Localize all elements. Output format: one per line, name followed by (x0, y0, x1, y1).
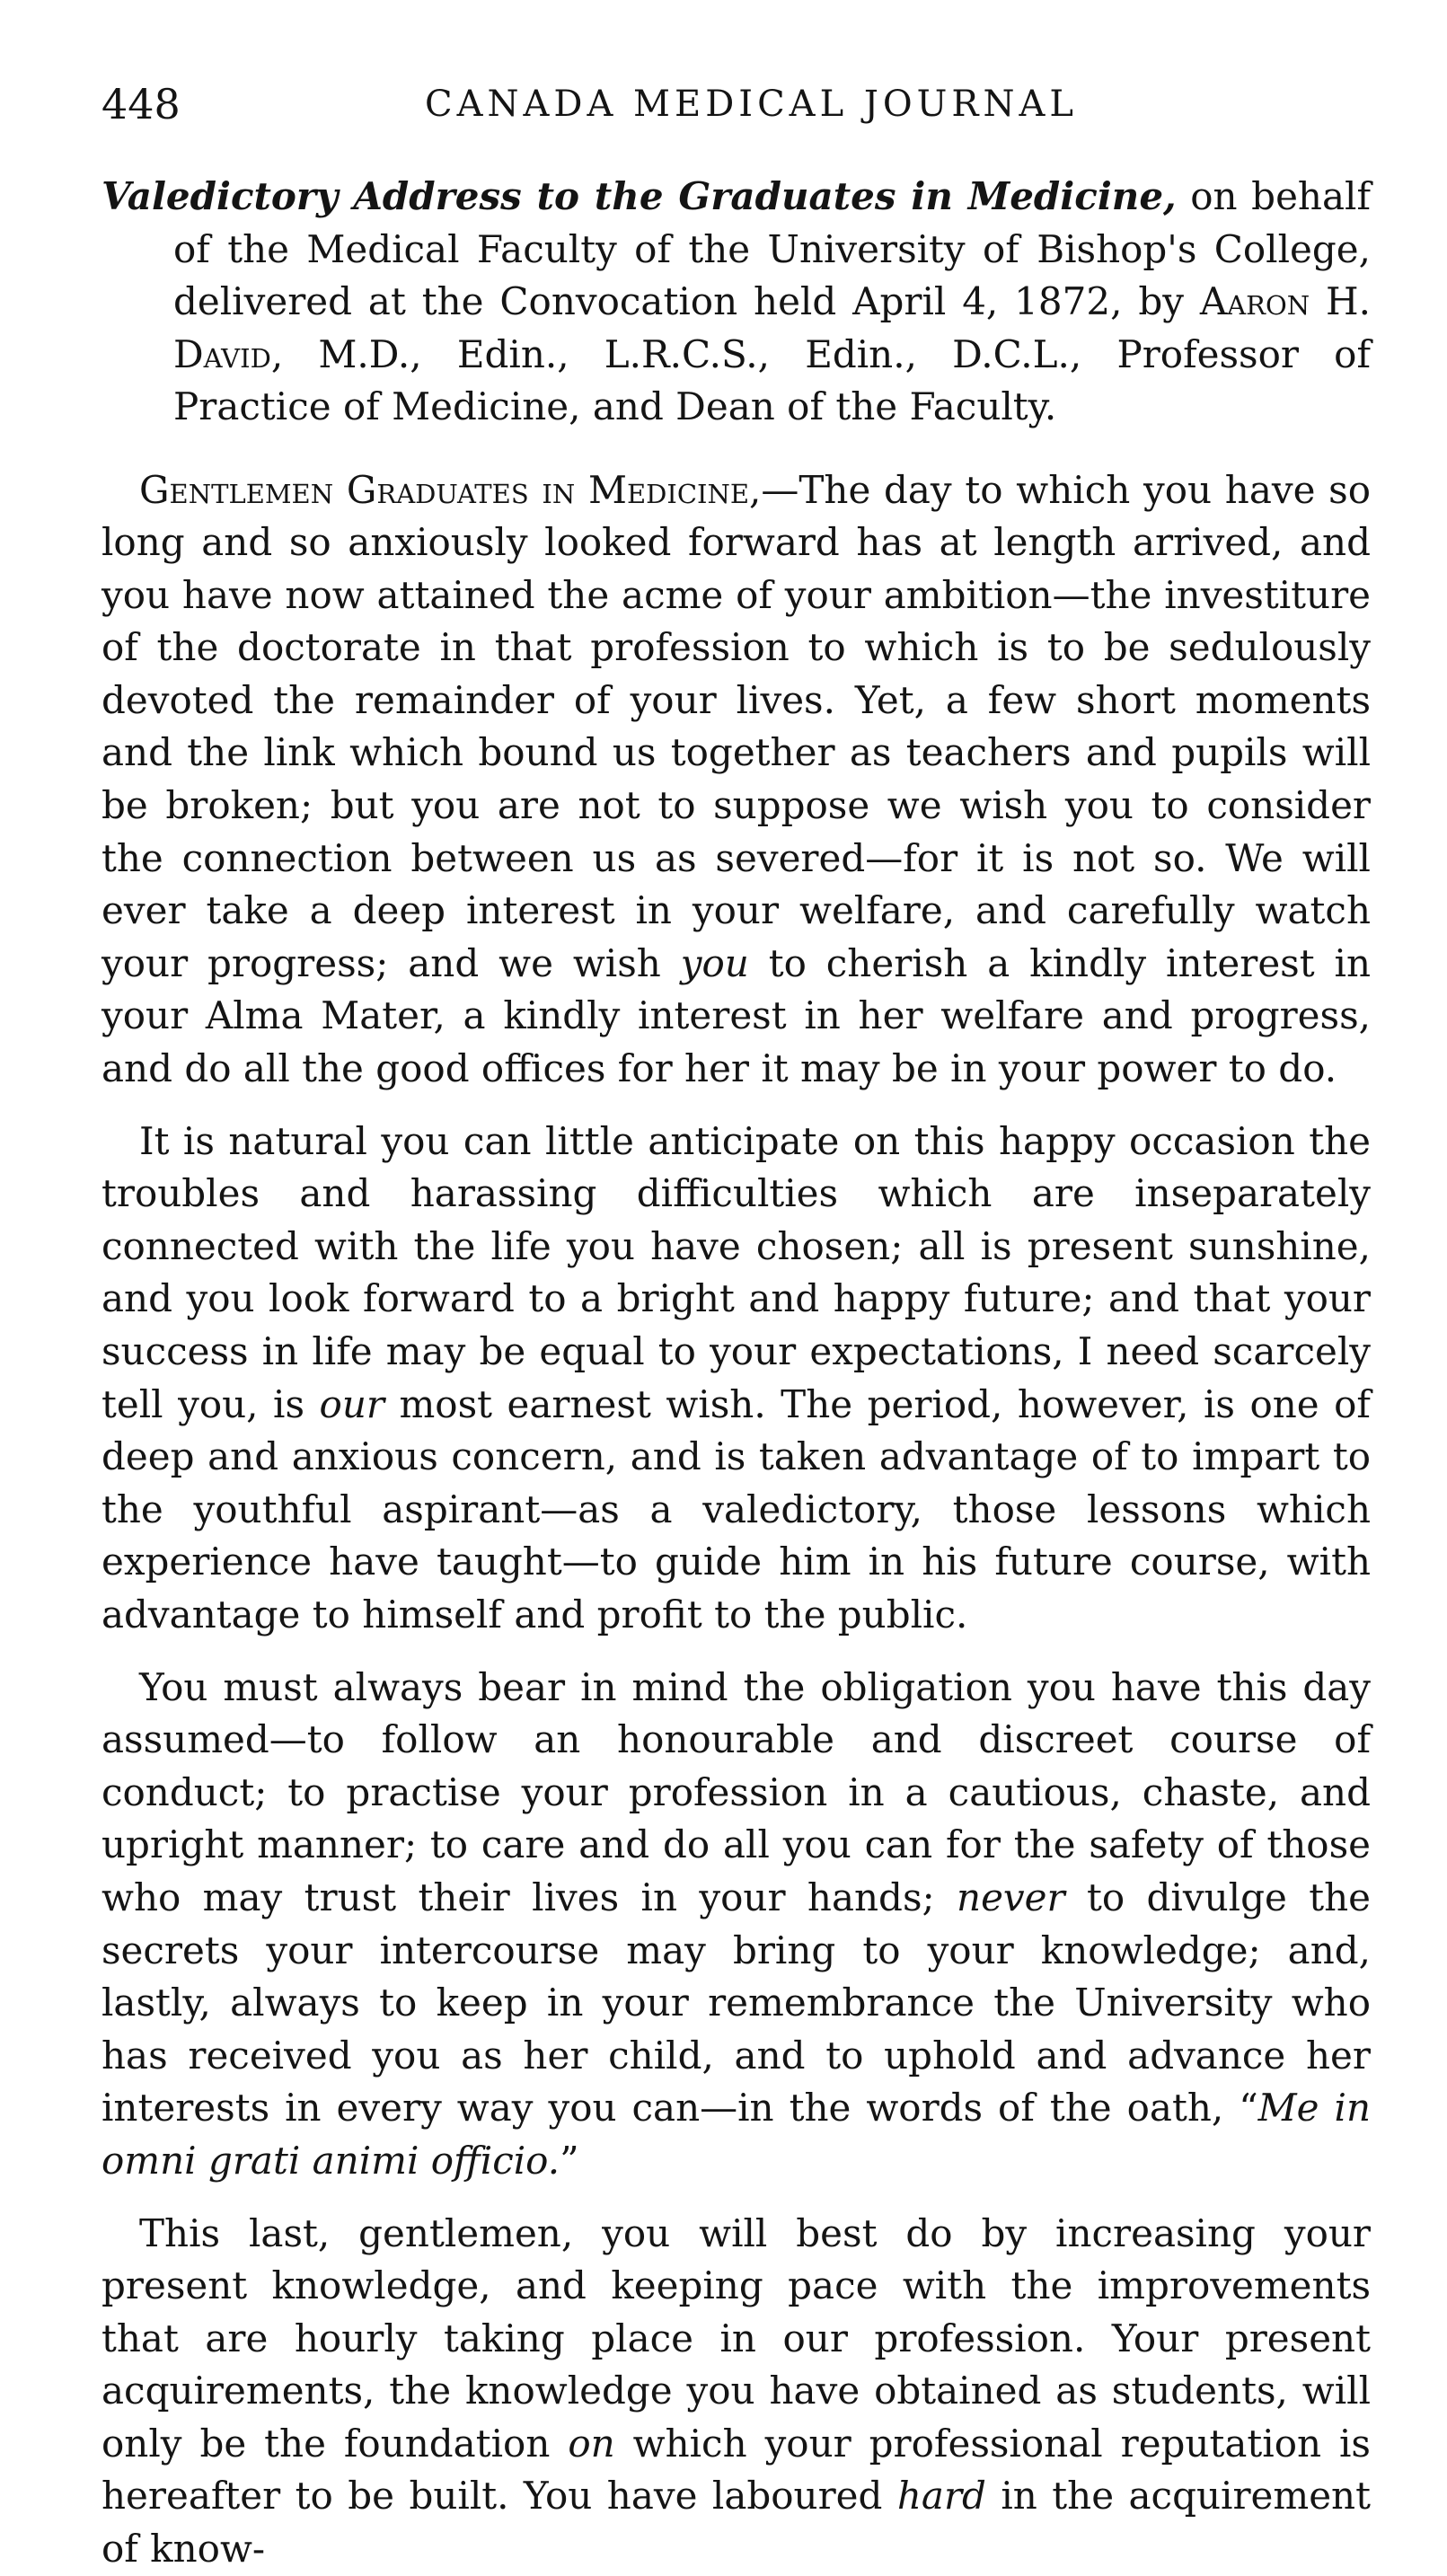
paragraph-4-emphasis-2: hard (896, 2474, 986, 2519)
paragraph-4-text-c: in the acquirement of know- (101, 2474, 1371, 2572)
paragraph-1-text-a: —The day to which you have so long and so anxiously looked forward has at length arrived, and you have now attained the acme of your ambition—the investiture of the doctorate in that profession to which is to be sedulously devoted the remainder of your lives. Yet, a few short moments and the link which bound us together as teachers and pupils will be broken; but you are not to suppose we wish you to consider the connection between us as severed—for it is not so. We will ever take a deep interest in your welfare, and carefully watch your progress; and we wish (101, 467, 1371, 985)
paragraph-4-text-a: This last, gentlemen, you will best do by increasing your present knowledge, and keeping pace with the improvements that are hourly taking place in our profession. Your present acquirements, the knowledge you have obtained as students, will only be the foundation (101, 2210, 1371, 2466)
paragraph-2-emphasis: our (319, 1381, 384, 1426)
article-heading (101, 171, 1371, 434)
page-number: 448 (101, 80, 181, 128)
paragraph-3-emphasis-1: never (957, 1875, 1065, 1919)
salutation: Gentlemen Graduates in Medicine, (139, 467, 762, 512)
paragraph-3-text-c: ” (560, 2138, 579, 2183)
heading-text-1: on behalf of the Medical Faculty of the University of Bishop's College, delivered at the Convocation held April 4, 1872, by (173, 174, 1371, 323)
heading-text-2: , M.D., Edin., L.R.C.S., Edin., D.C.L., Professor of Practice of Medicine, and Dean of the Faculty. (173, 331, 1371, 428)
paragraph-1-text-b: to cherish a kindly interest in your Alma Mater, a kindly interest in her welfare and progress, and do all the good offices for her it may be in your power to do. (101, 940, 1371, 1091)
running-head (101, 72, 1371, 137)
paragraph-2 (101, 1116, 1371, 1642)
paragraph-3-latin-quote: Me in omni grati animi officio. (101, 2086, 1371, 2183)
article-body (101, 464, 1371, 2576)
author-name: Aaron H. David (173, 279, 1371, 376)
paragraph-2-text-a: It is natural you can little anticipate on this happy occasion the troubles and harassing difficulties which are inseparately connected with the life you have chosen; all is present sunshine, and you look forward to a bright and happy future; and that your success in life may be equal to your expectations, I need scarcely tell you, is (101, 1118, 1371, 1426)
paragraph-3-text-a: You must always bear in mind the obligation you have this day assumed—to follow an honourable and discreet course of conduct; to practise your profession in a cautious, chaste, and upright manner; to care and do all you can for the safety of those who may trust their lives in your hands; (101, 1664, 1371, 1919)
article-title: Valedictory Address to the Graduates in Medicine, (101, 174, 1177, 218)
paragraph-4-emphasis-1: on (568, 2421, 615, 2466)
paragraph-3 (101, 1662, 1371, 2188)
paragraph-1-emphasis: you (680, 940, 749, 985)
journal-title: CANADA MEDICAL JOURNAL (425, 84, 1078, 125)
paragraph-3-text-b: to divulge the secrets your intercourse may bring to your knowledge; and, lastly, always to keep in your remembrance the University who has received you as her child, and to uphold and advance her interests in every way you can—in the words of the oath, “ (101, 1875, 1371, 2130)
paragraph-4 (101, 2208, 1371, 2576)
paragraph-2-text-b: most earnest wish. The period, however, is one of deep and anxious concern, and is taken advantage of to impart to the youthful aspirant—as a valedictory, those lessons which experience have taught—to guide him in his future course, with advantage to himself and profit to the public. (101, 1381, 1371, 1636)
paragraph-4-text-b: which your professional reputation is hereafter to be built. You have laboured (101, 2421, 1371, 2519)
paragraph-1 (101, 464, 1371, 1096)
